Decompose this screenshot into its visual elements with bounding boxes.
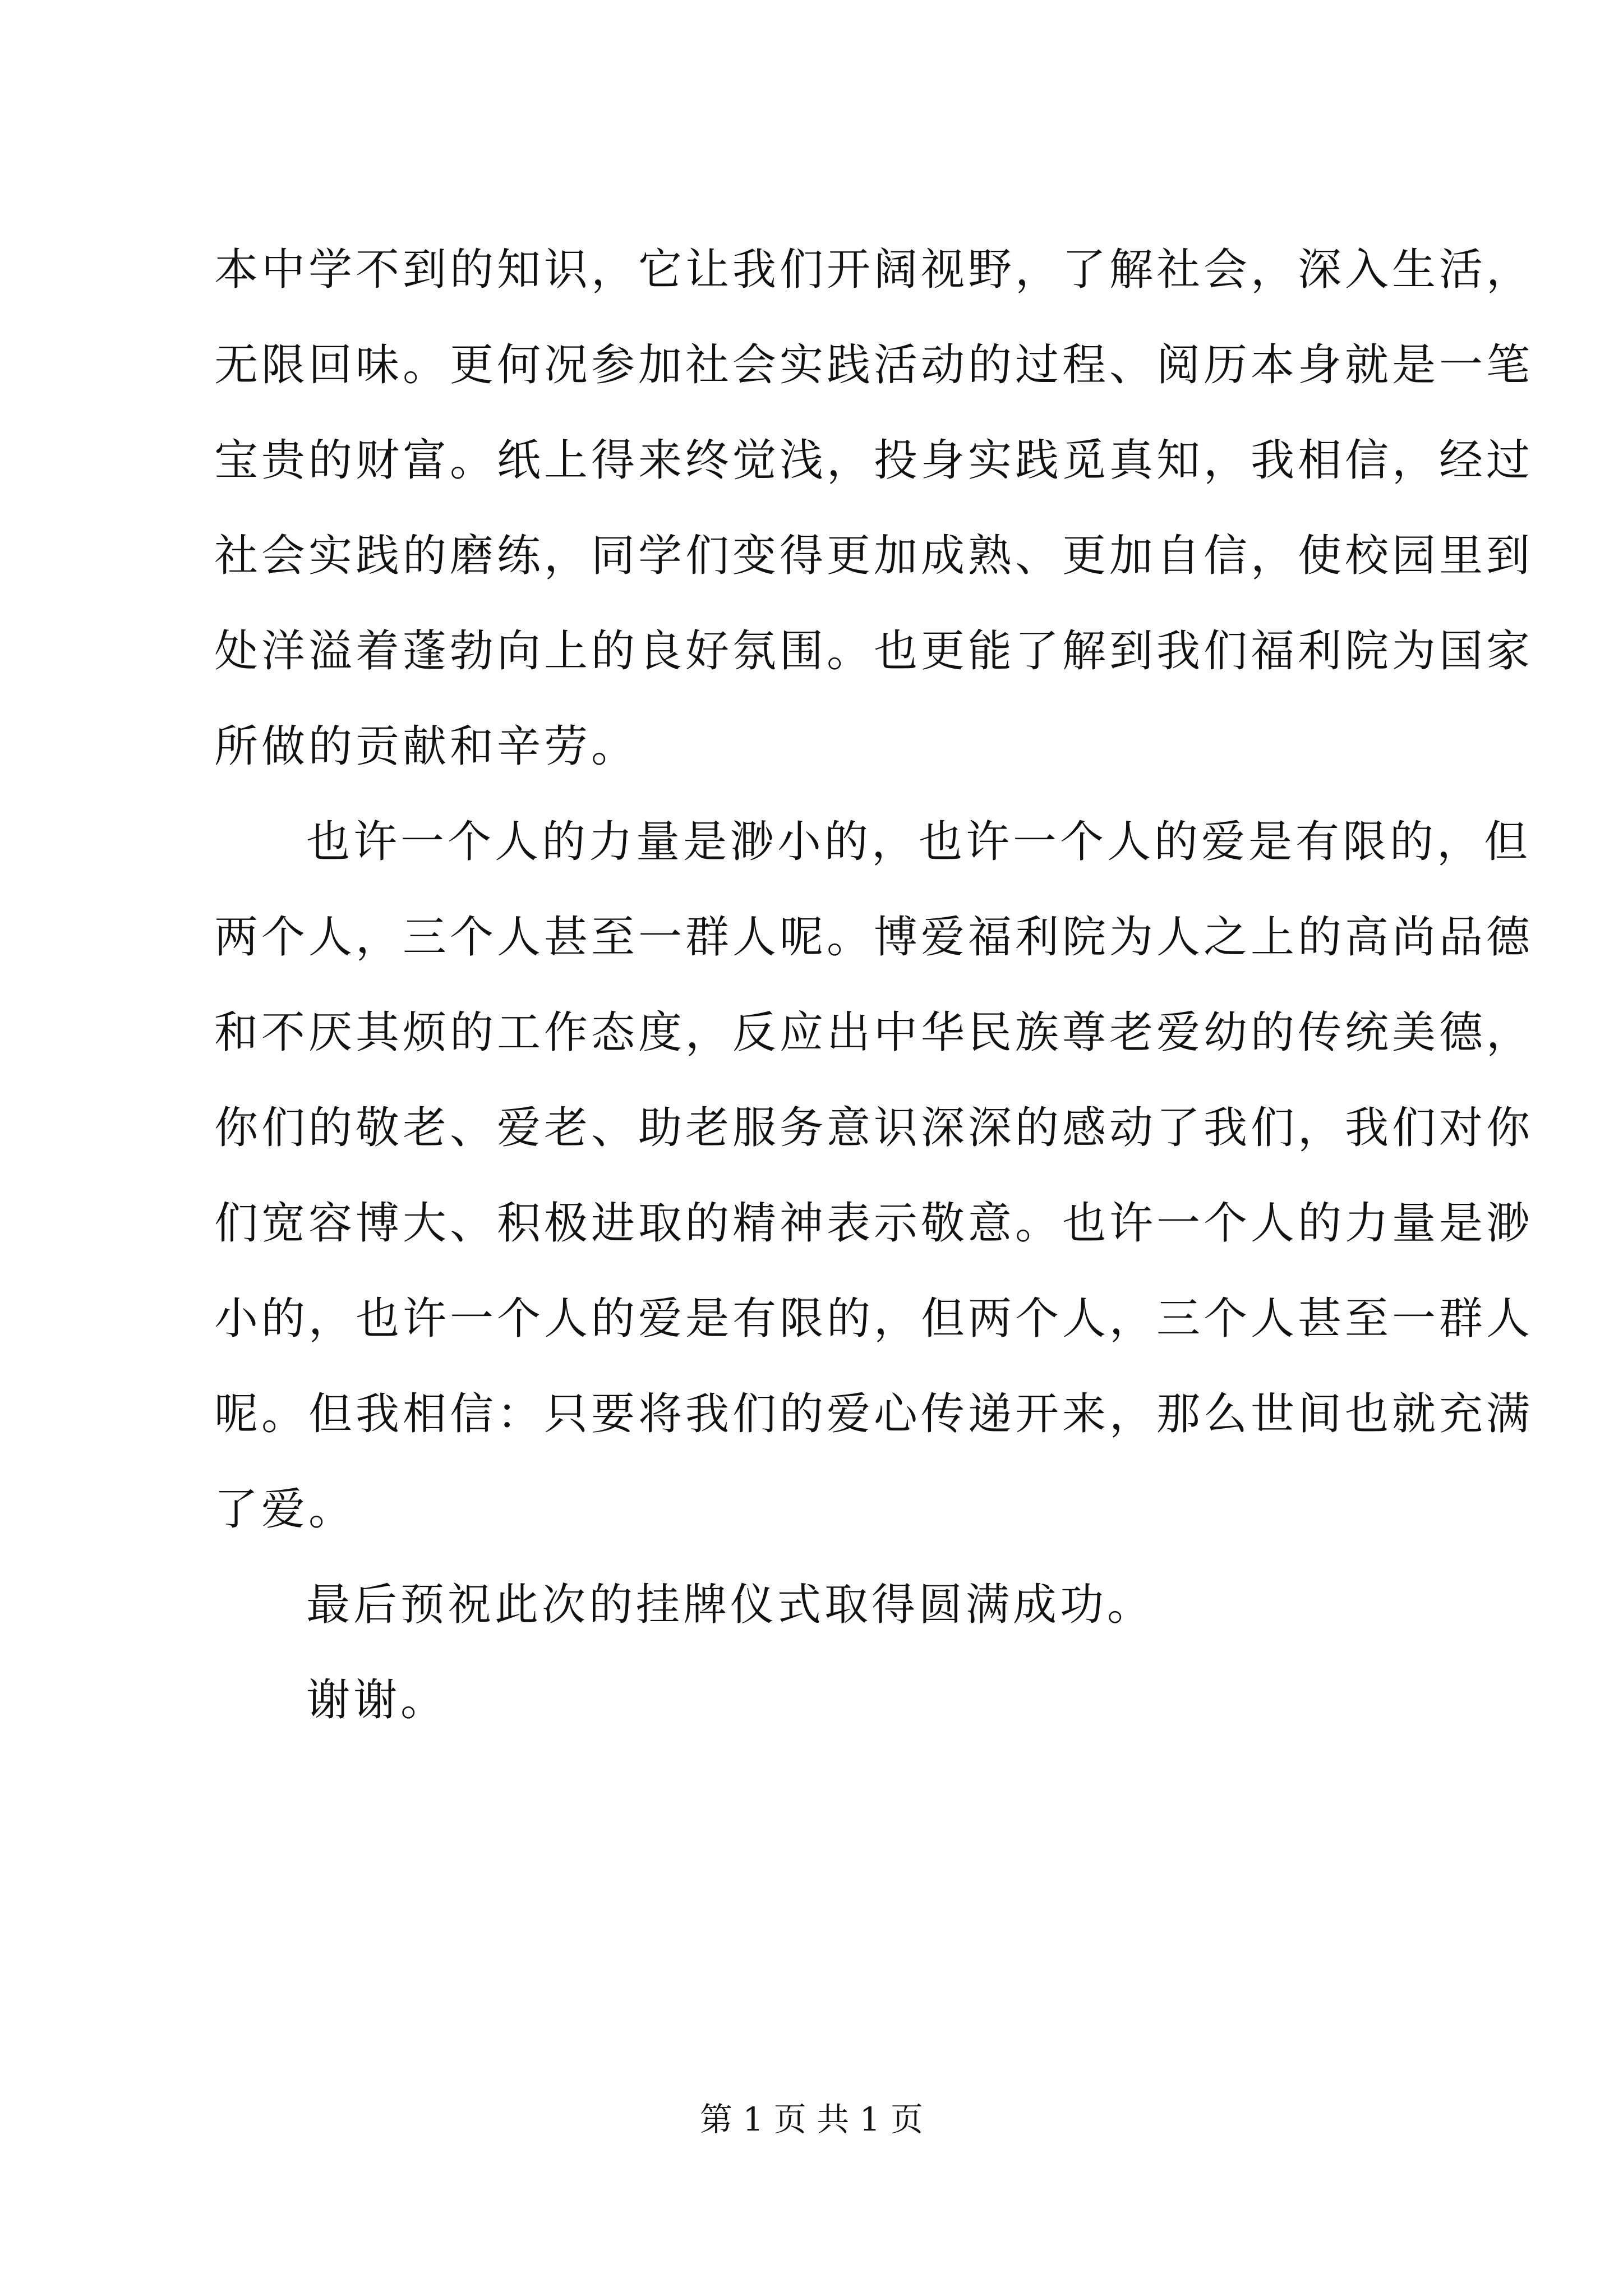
document-body [214,222,1534,1748]
paragraph-2-line: 了爱。 [214,1484,356,1535]
paragraph-2-line: 你们的敬老、爱老、助老服务意识深深的感动了我们，我们对你 [214,1103,1534,1153]
paragraph-4: 谢谢。 [306,1675,448,1726]
paragraph-1-line: 宝贵的财富。纸上得来终觉浅，投身实践觅真知，我相信，经过 [214,435,1534,486]
paragraph-2-line: 们宽容博大、积极进取的精神表示敬意。也许一个人的力量是渺 [214,1198,1534,1249]
paragraph-1-line: 所做的贡献和辛劳。 [214,721,639,772]
paragraph-2-line: 小的，也许一个人的爱是有限的，但两个人，三个人甚至一群人 [214,1294,1534,1344]
paragraph-2-line: 呢。但我相信：只要将我们的爱心传递开来，那么世间也就充满 [214,1389,1534,1439]
paragraph-1-line: 本中学不到的知识，它让我们开阔视野，了解社会，深入生活， [214,245,1534,295]
paragraph-1-line: 社会实践的磨练，同学们变得更加成熟、更加自信，使校园里到 [214,531,1534,581]
paragraph-1-line: 处洋溢着蓬勃向上的良好氛围。也更能了解到我们福利院为国家 [214,626,1534,677]
paragraph-1-line: 无限回味。更何况参加社会实践活动的过程、阅历本身就是一笔 [214,340,1534,390]
paragraph-2-line: 也许一个人的力量是渺小的，也许一个人的爱是有限的，但 [306,817,1532,867]
page-number-footer: 第 1 页 共 1 页 [700,2100,923,2138]
paragraph-2-line: 两个人，三个人甚至一群人呢。博爱福利院为人之上的高尚品德 [214,912,1534,963]
paragraph-3: 最后预祝此次的挂牌仪式取得圆满成功。 [306,1580,1155,1630]
paragraph-2-line: 和不厌其烦的工作态度，反应出中华民族尊老爱幼的传统美德， [214,1007,1534,1058]
